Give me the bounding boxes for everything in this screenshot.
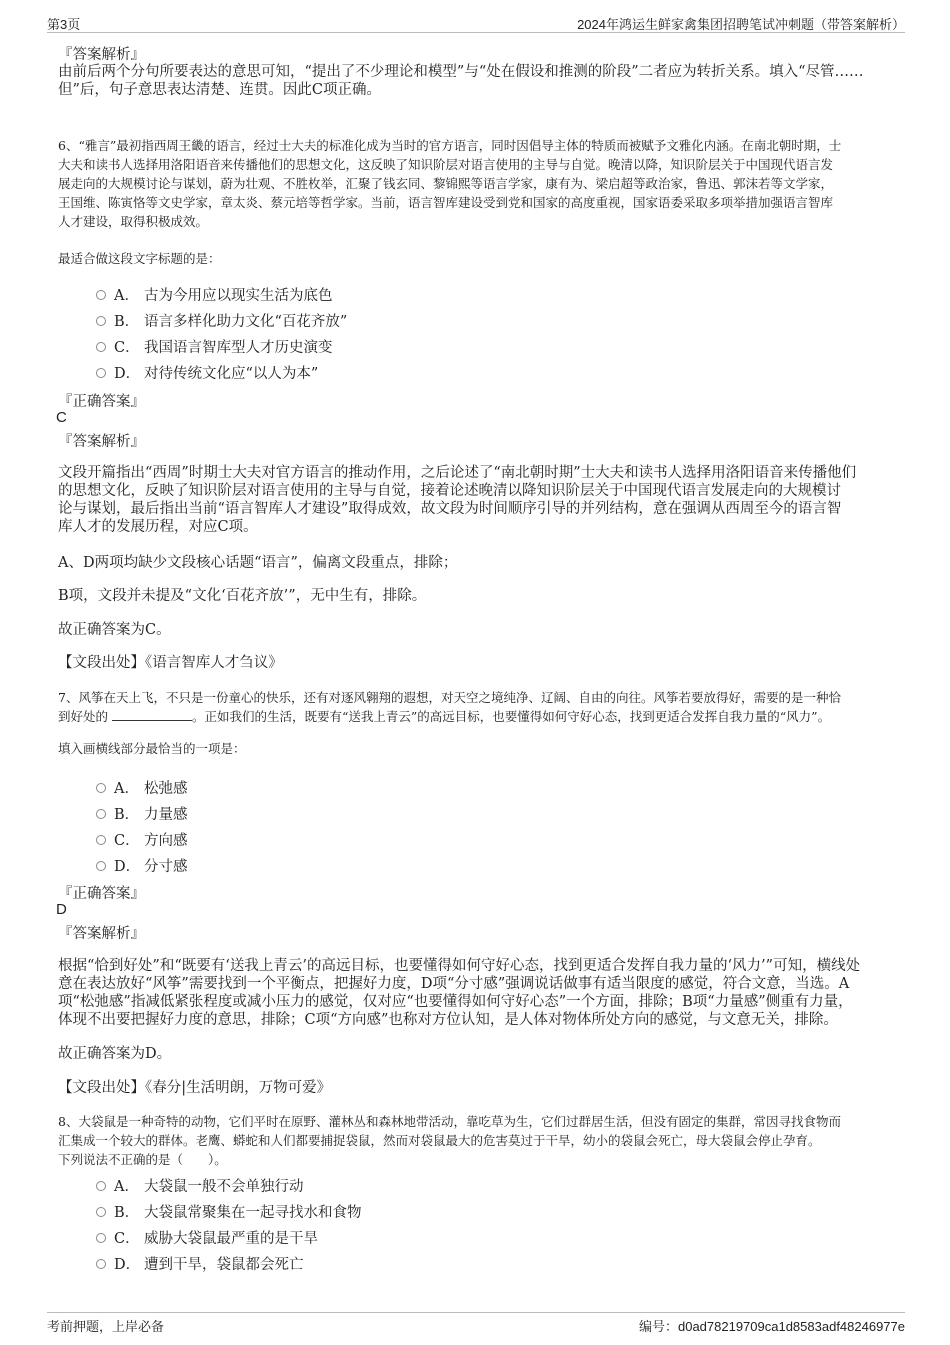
option-c[interactable] (96, 1227, 362, 1253)
stem-line: 人才建设，取得积极成效。 (58, 214, 209, 229)
option-text: 语言多样化助力文化“百花齐放” (144, 314, 348, 330)
page-number: 第3页 (47, 17, 81, 32)
stem-text: 到好处的 (58, 709, 109, 724)
question-7-options (96, 777, 188, 881)
option-key: B． (114, 314, 140, 330)
analysis-tag: 『答案解析』 (58, 434, 145, 450)
option-a[interactable] (96, 1175, 362, 1201)
option-key: D． (114, 859, 141, 875)
analysis-line: 意在表达放好“风筝”需要找到一个平衡点，把握好力度，D项“分寸感”强调说话做事有适当限度的感觉，符合文意，当选。A (58, 976, 850, 992)
source-citation: 【文段出处】《春分|生活明朗，万物可爱》 (58, 1080, 332, 1096)
option-text: 分寸感 (144, 859, 188, 875)
stem-line: 6、“雅言”最初指西周王畿的语言，经过士大夫的标准化成为当时的官方语言，同时因倡导主体的特质而被赋予文雅化内涵。在南北朝时期，士 (58, 138, 842, 153)
option-key: A． (114, 288, 139, 304)
analysis-conclusion: 故正确答案为D。 (58, 1046, 172, 1062)
option-key: C． (114, 1231, 140, 1247)
stem-line: 汇集成一个较大的群体。老鹰、蟒蛇和人们都要捕捉袋鼠，然而对袋鼠最大的危害莫过于干旱，幼小的袋鼠会死亡，母大袋鼠会停止孕育。 (58, 1133, 821, 1148)
radio-icon[interactable] (96, 1181, 106, 1191)
radio-icon[interactable] (96, 316, 106, 326)
analysis-text: 由前后两个分句所要表达的意思可知，“提出了不少理论和模型”与“处在假设和推测的阶段”二者应为转折关系。填入“尽管…… (58, 64, 864, 80)
radio-icon[interactable] (96, 783, 106, 793)
question-8-stem (58, 1112, 896, 1169)
radio-icon[interactable] (96, 1259, 106, 1269)
radio-icon[interactable] (96, 1233, 106, 1243)
option-text: 方向感 (144, 833, 188, 849)
radio-icon[interactable] (96, 342, 106, 352)
radio-icon[interactable] (96, 368, 106, 378)
option-key: A． (114, 1179, 139, 1195)
stem-line: 7、风筝在天上飞，不只是一份童心的快乐，还有对逐风翱翔的遐想，对天空之境纯净、辽阔、自由的向往。风筝若要放得好，需要的是一种恰 (58, 690, 841, 705)
analysis-line: 的思想文化，反映了知识阶层对语言使用的主导与自觉，接着论述晚清以降知识阶层关于中国现代语言发展走向的大规模讨 (58, 483, 841, 499)
stem-text: 。正如我们的生活，既要有“送我上青云”的高远目标，也要懂得如何守好心态，找到更适合发挥自我力量的“风力”。 (192, 709, 831, 724)
option-d[interactable] (96, 1253, 362, 1279)
analysis-line: 文段开篇指出“西周”时期士大夫对官方语言的推动作用，之后论述了“南北朝时期”士大夫和读书人选择用洛阳语音来传播他们 (58, 465, 857, 481)
stem-line: 大夫和读书人选择用洛阳语音来传播他们的思想文化，这反映了知识阶层对语言使用的主导与自觉。晚清以降，知识阶层关于中国现代语言发 (58, 157, 834, 172)
stem-line: 下列说法不正确的是（ ）。 (58, 1152, 227, 1167)
correct-answer: D (56, 901, 67, 918)
footer-slogan: 考前押题，上岸必备 (47, 1319, 165, 1334)
option-a[interactable] (96, 284, 347, 310)
page-footer (47, 1312, 905, 1335)
source-citation: 【文段出处】《语言智库人才刍议》 (58, 655, 283, 671)
option-b[interactable] (96, 1201, 362, 1227)
option-d[interactable] (96, 855, 188, 881)
option-key: C． (114, 340, 140, 356)
option-text: 力量感 (144, 807, 188, 823)
option-d[interactable] (96, 362, 347, 388)
option-text: 威胁大袋鼠最严重的是干旱 (144, 1231, 318, 1247)
radio-icon[interactable] (96, 809, 106, 819)
option-text: 大袋鼠一般不会单独行动 (144, 1179, 304, 1195)
radio-icon[interactable] (96, 1207, 106, 1217)
option-key: D． (114, 366, 141, 382)
question-6-analysis (58, 464, 888, 536)
question-6-prompt: 最适合做这段文字标题的是： (58, 251, 221, 266)
document-title: 2024年鸿运生鲜家禽集团招聘笔试冲刺题（带答案解析） (577, 17, 905, 32)
option-c[interactable] (96, 829, 188, 855)
question-6-options (96, 284, 347, 388)
correct-answer: C (56, 409, 67, 426)
option-c[interactable] (96, 336, 347, 362)
option-text: 遭到干旱，袋鼠都会死亡 (144, 1257, 304, 1273)
analysis-text: 但”后，句子意思表达清楚、连贯。因此C项正确。 (58, 82, 382, 98)
option-text: 大袋鼠常聚集在一起寻找水和食物 (144, 1205, 362, 1221)
option-text: 松弛感 (144, 781, 188, 797)
analysis-line: 根据“恰到好处”和“既要有‘送我上青云’的高远目标，也要懂得如何守好心态，找到更适合发挥自我力量的‘风力’”可知，横线处 (58, 958, 861, 974)
analysis-paragraph: B项，文段并未提及“文化‘百花齐放’”，无中生有，排除。 (58, 588, 427, 604)
question-7-stem (58, 688, 896, 726)
radio-icon[interactable] (96, 835, 106, 845)
stem-line: 王国维、陈寅恪等文史学家，章太炎、蔡元培等哲学家。当前，语言智库建设受到党和国家的高度重视，国家语委采取多项举措加强语言智库 (58, 195, 834, 210)
question-6-stem (58, 136, 896, 231)
correct-answer-tag: 『正确答案』 (58, 394, 145, 410)
option-key: C． (114, 833, 140, 849)
option-key: D． (114, 1257, 141, 1273)
radio-icon[interactable] (96, 861, 106, 871)
analysis-line: 库人才的发展历程，对应C项。 (58, 519, 258, 535)
question-7-analysis (58, 957, 888, 1029)
stem-line: 展走向的大规模讨论与谋划，蔚为壮观、不胜枚举，汇聚了钱玄同、黎锦熙等语言学家，康有为、梁启超等政治家，鲁迅、郭沫若等文学家， (58, 176, 834, 191)
analysis-conclusion: 故正确答案为C。 (58, 622, 171, 638)
option-text: 古为今用应以现实生活为底色 (144, 288, 333, 304)
analysis-paragraph: A、D两项均缺少文段核心话题“语言”，偏离文段重点，排除； (58, 555, 458, 571)
analysis-line: 项“松弛感”指减低紧张程度或减小压力的感觉，仅对应“也要懂得如何守好心态”一个方面，排除；B项“力量感”侧重有力量， (58, 994, 853, 1010)
option-text: 我国语言智库型人才历史演变 (144, 340, 333, 356)
stem-line (58, 707, 896, 726)
analysis-line: 体现不出要把握好力度的意思，排除；C项“方向感”也称对方位认知，是人体对物体所处方向的感觉，与文意无关，排除。 (58, 1012, 838, 1028)
analysis-tag: 『答案解析』 (58, 47, 145, 63)
option-text: 对待传统文化应“以人为本” (144, 366, 319, 382)
option-key: B． (114, 1205, 140, 1221)
page-header (47, 14, 905, 33)
option-b[interactable] (96, 803, 188, 829)
question-8-options (96, 1175, 362, 1279)
option-key: B． (114, 807, 140, 823)
fill-blank (112, 708, 192, 721)
analysis-tag: 『答案解析』 (58, 926, 145, 942)
option-b[interactable] (96, 310, 347, 336)
correct-answer-tag: 『正确答案』 (58, 886, 145, 902)
analysis-line: 论与谋划，最后指出当前“语言智库人才建设”取得成效，故文段为时间顺序引导的并列结构，意在强调从西周至今的语言智 (58, 501, 842, 517)
document-id: 编号：d0ad78219709ca1d8583adf48246977e (638, 1319, 905, 1334)
option-key: A． (114, 781, 139, 797)
question-7-prompt: 填入画横线部分最恰当的一项是： (58, 741, 246, 756)
option-a[interactable] (96, 777, 188, 803)
stem-line: 8、大袋鼠是一种奇特的动物，它们平时在原野、灌林丛和森林地带活动，靠吃草为生，它们过群居生活，但没有固定的集群，常因寻找食物而 (58, 1114, 841, 1129)
radio-icon[interactable] (96, 290, 106, 300)
